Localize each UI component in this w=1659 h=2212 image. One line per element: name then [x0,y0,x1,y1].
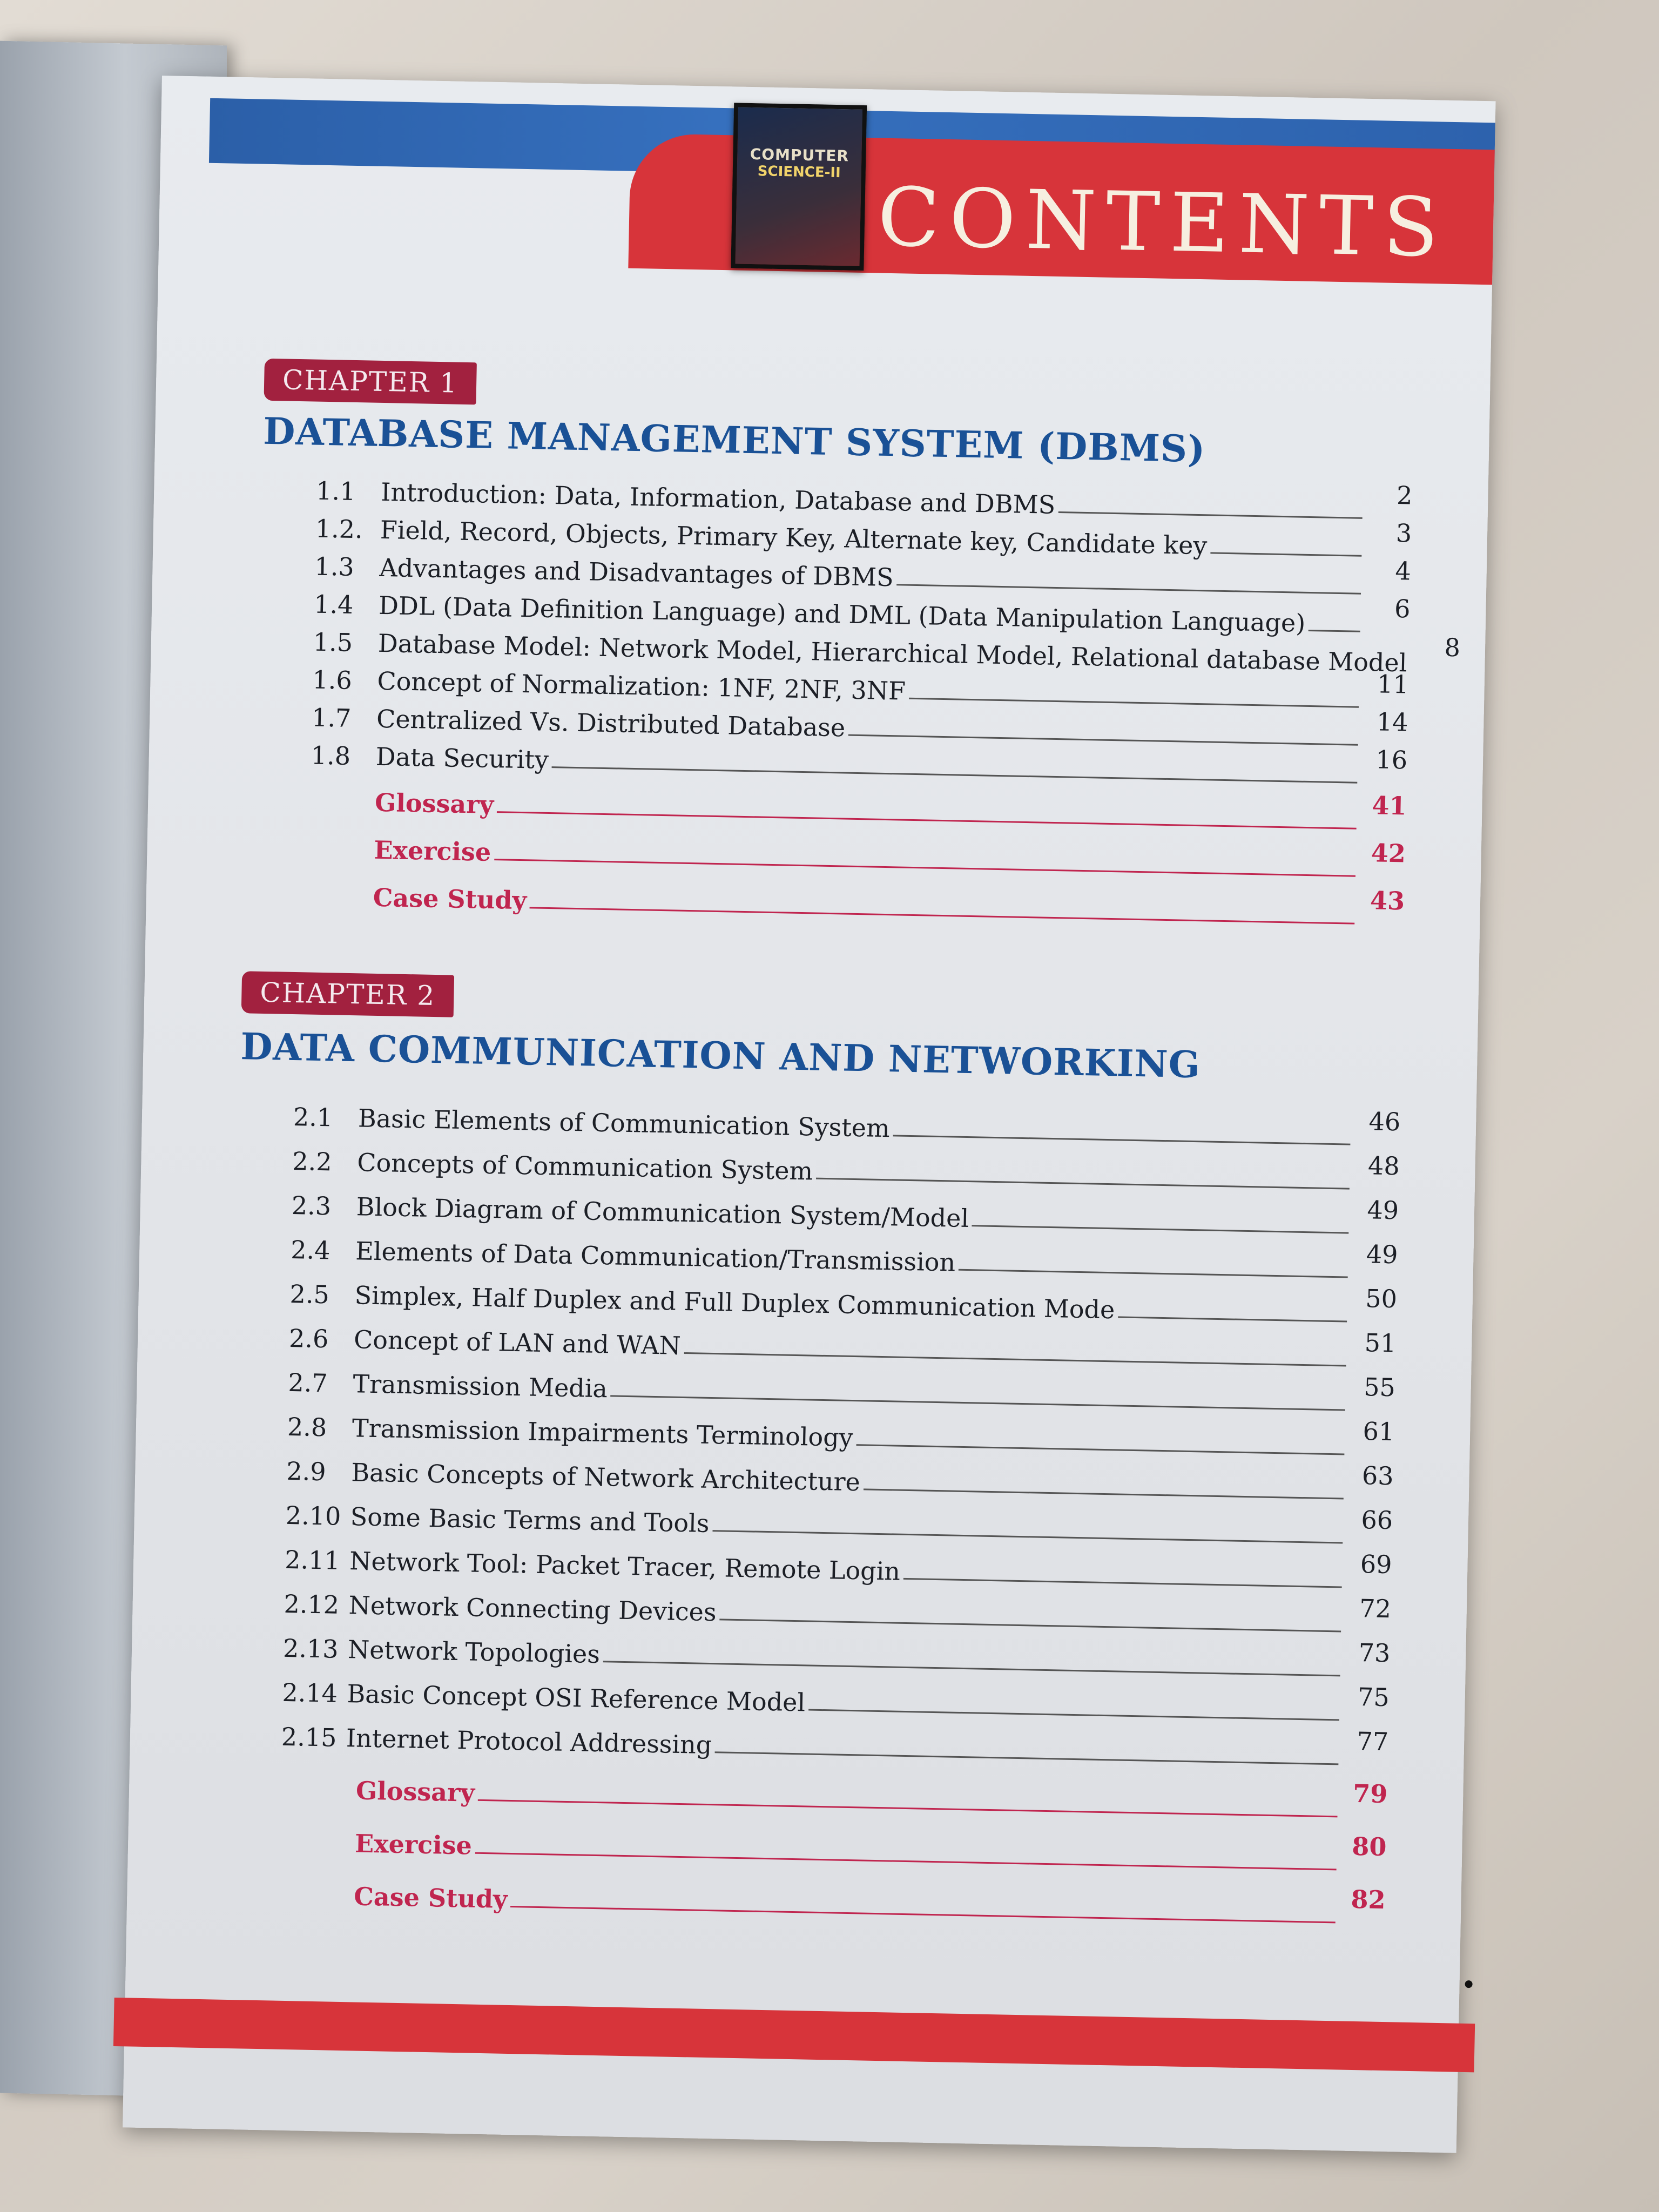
toc-leader [909,698,1359,708]
toc-page-number: 48 [1367,1151,1400,1181]
toc-leader [1058,511,1363,519]
toc-page-number: 61 [1363,1417,1395,1447]
toc-label: DDL (Data Definition Language) and DML (Data Manipulation Language) [378,590,1306,638]
toc-page-number: 50 [1365,1284,1398,1314]
toc-number: 1.1 [315,476,356,507]
toc-leader [478,1799,1338,1818]
toc-number: 1.3 [314,551,355,582]
toc-number: 2.14 [282,1677,338,1708]
toc-leader [497,811,1357,830]
book-cover-thumbnail [731,103,867,271]
toc-number: 2.15 [281,1722,337,1752]
toc-number: 2.13 [282,1633,339,1664]
book-cover-line2: SCIENCE-II [757,163,841,181]
toc-leader [972,1225,1348,1233]
toc-label: Some Basic Terms and Tools [350,1502,710,1538]
toc-page-number: 42 [1371,838,1406,868]
toc-number: 1.2. [315,514,363,544]
chapter1-title: DATABASE MANAGEMENT SYSTEM (DBMS) [262,409,1206,471]
toc-number: 2.10 [285,1500,341,1531]
contents-page [123,76,1495,2153]
page-title: CONTENTS [876,170,1449,275]
toc-leader [603,1661,1340,1676]
toc-number: 2.11 [284,1545,341,1575]
toc-number: 2.7 [288,1367,328,1398]
toc-page-number: 4 [1395,556,1412,586]
toc-page-number: 66 [1361,1505,1393,1535]
toc-label: Data Security [375,741,549,774]
toc-extra-entry [354,1873,1386,1931]
toc-extra-label: Glossary [374,787,494,820]
toc-extra-entry [355,1820,1387,1878]
toc-page-number: 75 [1357,1682,1390,1712]
toc-page-number: 8 [1444,632,1461,663]
toc-label: Internet Protocol Addressing [346,1723,712,1760]
toc-number: 1.5 [313,627,353,657]
toc-number: 2.9 [286,1456,327,1487]
toc-page-number: 72 [1359,1594,1392,1624]
toc-number: 2.1 [293,1102,333,1132]
toc-number: 2.2 [292,1147,333,1177]
toc-label: Centralized Vs. Distributed Database [376,704,846,743]
toc-label: Simplex, Half Duplex and Full Duplex Communication Mode [354,1280,1115,1325]
toc-leader [510,1906,1335,1923]
chapter2-badge: CHAPTER 2 [241,971,454,1017]
toc-page-number: 43 [1370,886,1405,916]
toc-leader [1210,552,1361,556]
toc-page-number: 69 [1360,1549,1393,1580]
toc-label: Concept of LAN and WAN [353,1325,682,1360]
toc-leader [494,859,1355,877]
toc-leader [808,1709,1339,1721]
toc-page-number: 63 [1361,1461,1394,1491]
toc-number: 2.12 [284,1589,340,1620]
toc-page-number: 16 [1375,745,1408,775]
toc-page-number: 11 [1377,669,1410,699]
toc-extra-label: Case Study [353,1881,508,1914]
toc-number: 2.6 [288,1323,329,1354]
toc-label: Field, Record, Objects, Primary Key, Alternate key, Candidate key [380,515,1208,561]
toc-page-number: 80 [1351,1831,1387,1862]
toc-extra-label: Case Study [373,882,527,915]
toc-page-number: 55 [1363,1372,1396,1402]
toc-extra-entry [373,874,1405,932]
toc-extra-entry [356,1767,1388,1825]
toc-leader [1309,630,1360,632]
footer-red-band [113,1998,1475,2072]
toc-number: 2.5 [289,1279,330,1310]
toc-label: Elements of Data Communication/Transmission [355,1236,956,1277]
toc-label: Basic Elements of Communication System [358,1103,891,1143]
toc-page-number: 2 [1396,481,1413,510]
toc-leader [856,1444,1344,1455]
toc-leader [715,1751,1338,1765]
toc-number: 1.7 [311,703,352,733]
toc-leader [903,1578,1342,1588]
toc-page-number: 49 [1367,1195,1399,1225]
toc-extra-label: Exercise [354,1829,473,1860]
chapter2-title: DATA COMMUNICATION AND NETWORKING [240,1025,1201,1087]
toc-label: Database Model: Network Model, Hierarchical Model, Relational database Model [377,628,1407,678]
toc-number: 2.8 [287,1412,327,1442]
toc-leader [475,1852,1337,1871]
toc-label: Introduction: Data, Information, Database and DBMS [380,477,1056,520]
toc-page-number: 14 [1376,707,1408,737]
toc-page-number: 77 [1357,1727,1389,1757]
toc-page-number: 73 [1358,1638,1391,1668]
toc-number: 1.4 [313,589,354,619]
toc-number: 1.8 [311,740,351,771]
toc-leader [530,907,1354,924]
toc-leader [816,1178,1350,1190]
toc-number: 2.3 [291,1190,332,1221]
toc-label: Block Diagram of Communication System/Model [356,1192,969,1233]
toc-label: Concepts of Communication System [356,1148,813,1186]
toc-leader [959,1269,1348,1278]
toc-leader [611,1395,1345,1411]
toc-leader [719,1618,1341,1632]
toc-label: Network Topologies [347,1635,601,1669]
toc-page-number: 3 [1395,518,1412,548]
toc-page-number: 51 [1364,1328,1397,1358]
toc-page-number: 49 [1366,1239,1399,1270]
toc-leader [552,766,1358,784]
toc-number: 1.6 [312,665,353,695]
toc-page-number: 6 [1394,594,1411,624]
toc-label: Concept of Normalization: 1NF, 2NF, 3NF [377,666,906,706]
toc-label: Basic Concept OSI Reference Model [347,1679,806,1717]
toc-leader [712,1530,1343,1543]
toc-extra-label: Glossary [355,1776,475,1808]
toc-label: Advantages and Disadvantages of DBMS [379,552,894,592]
toc-label: Basic Concepts of Network Architecture [350,1458,861,1497]
toc-label: Network Connecting Devices [348,1590,717,1627]
chapter1-badge: CHAPTER 1 [264,359,476,405]
toc-leader [1118,1316,1347,1322]
toc-page-number: 46 [1368,1107,1401,1137]
book-cover-line1: COMPUTER [750,145,849,165]
toc-label: Network Tool: Packet Tracer, Remote Login [349,1546,901,1586]
toc-extra-label: Exercise [374,835,491,867]
toc-page-number: 82 [1351,1884,1386,1915]
toc-number: 2.4 [290,1235,331,1265]
toc-leader [684,1352,1346,1367]
toc-extra-entry [374,827,1406,885]
toc-page-number: 79 [1352,1778,1388,1809]
toc-leader [864,1488,1344,1499]
toc-page-number: 41 [1371,791,1407,821]
toc-label: Transmission Media [353,1369,608,1404]
toc-label: Transmission Impairments Terminology [352,1413,854,1453]
toc-leader [893,1135,1350,1145]
